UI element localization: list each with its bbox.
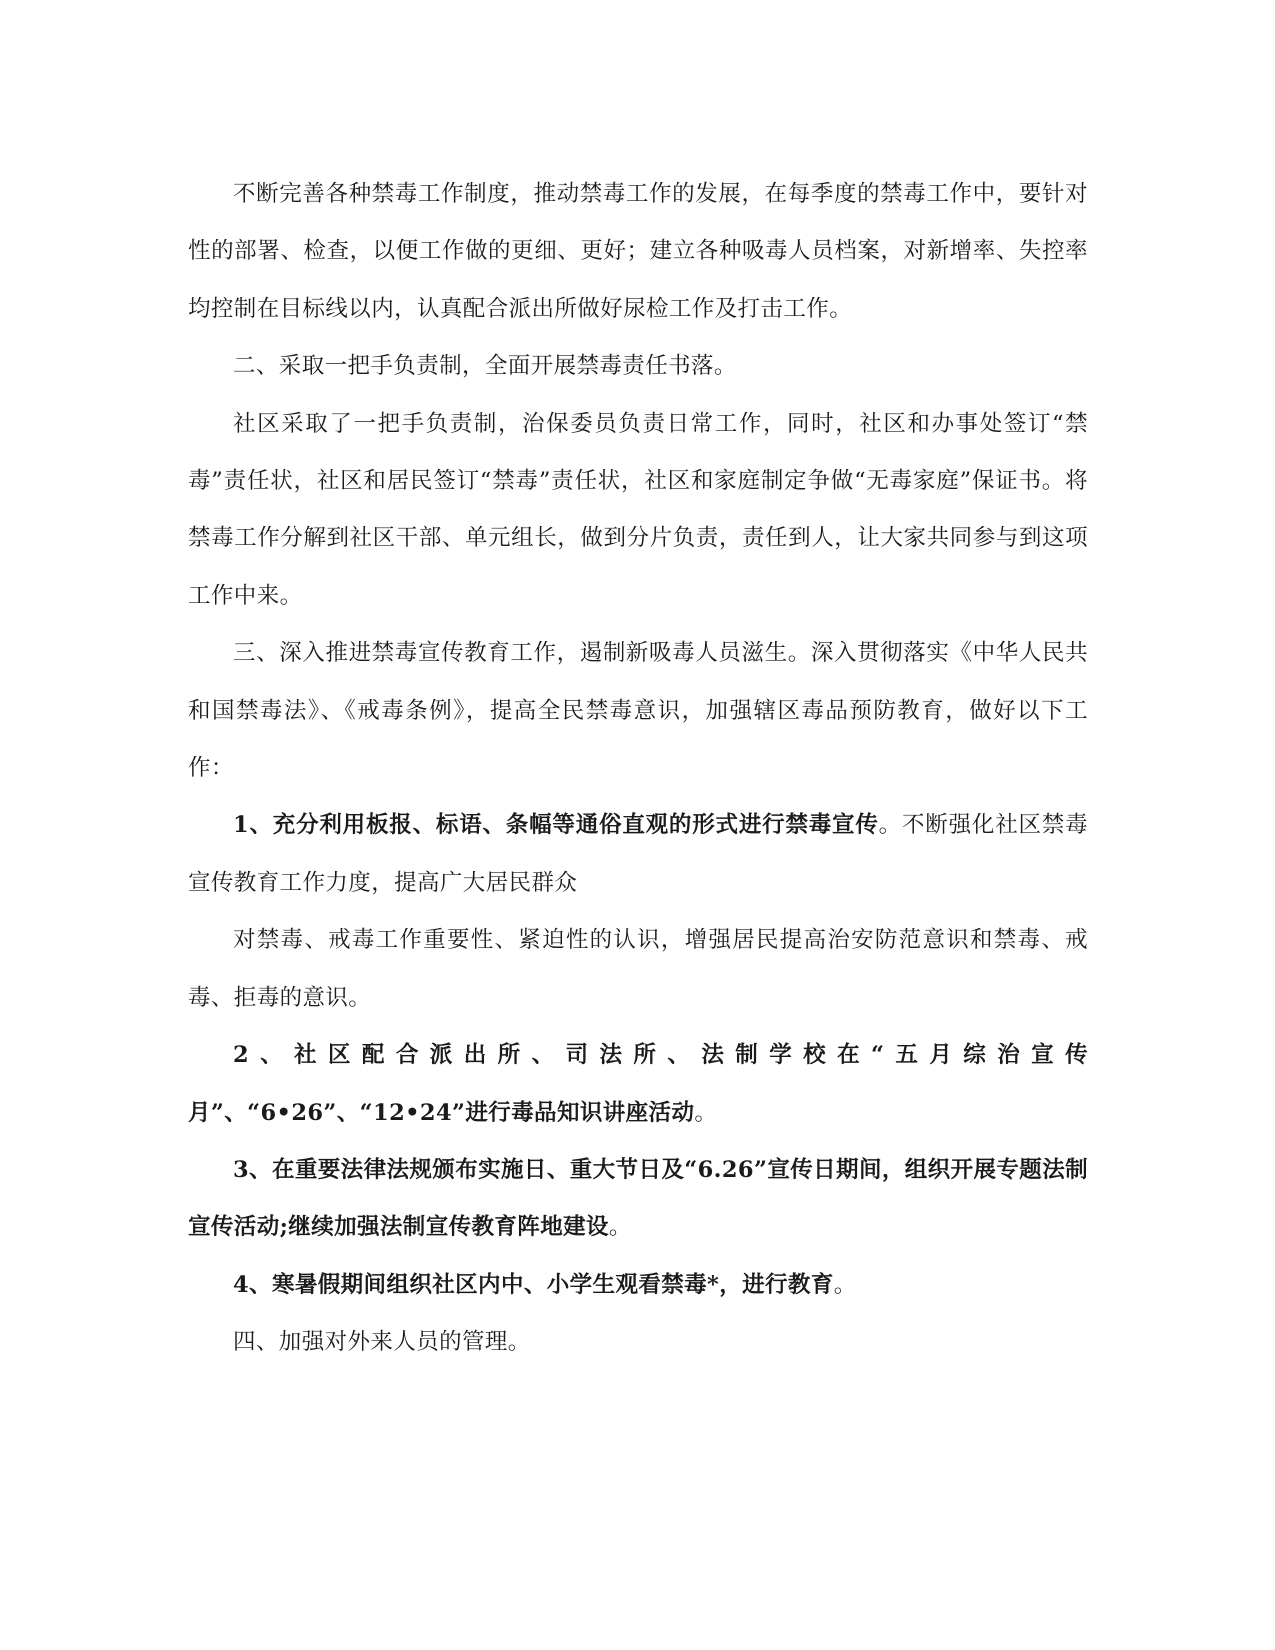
list-item-text: 。: [694, 1099, 718, 1126]
list-item-2: [188, 1027, 1088, 1142]
paragraph-awareness: [188, 912, 1088, 1027]
list-item-text: 。: [608, 1214, 632, 1241]
document-body: [188, 166, 1088, 1372]
paragraph-responsibility-detail: [188, 396, 1088, 626]
paragraph-text: 社区采取了一把手负责制，治保委员负责日常工作，同时，社区和办事处签订“禁毒”责任状，社区和居民签订“禁毒”责任状，社区和家庭制定争做“无毒家庭”保证书。将禁毒工作分解到社区干部、单元组长，做到分片负责，责任到人，让大家共同参与到这项工作中来。: [188, 410, 1088, 609]
section-heading-migrants: [188, 1314, 1088, 1371]
list-item-bold-text: 2、社区配合派出所、司法所、法制学校在“五月综治宣传月”、“6•26”、“12•24”进行毒品知识讲座活动: [188, 1042, 1088, 1126]
section-heading-text: 二、采取一把手负责制，全面开展禁毒责任书落。: [233, 353, 737, 380]
list-item-bold-text: 4、寒暑假期间组织社区内中、小学生观看禁毒*，进行教育: [233, 1271, 834, 1298]
section-heading-responsibility: [188, 338, 1088, 395]
list-item-bold-text: 1、充分利用板报、标语、条幅等通俗直观的形式进行禁毒宣传: [233, 812, 879, 839]
list-item-3: [188, 1142, 1088, 1257]
section-heading-text: 三、深入推进禁毒宣传教育工作，遏制新吸毒人员滋生。深入贯彻落实《中华人民共和国禁毒法》、《戒毒条例》，提高全民禁毒意识，加强辖区毒品预防教育，做好以下工作：: [188, 640, 1088, 782]
list-item-text: 。不断强化社区禁毒宣传教育工作力度，提高广大居民群众: [188, 812, 1089, 896]
list-item-bold-text: 3、在重要法律法规颁布实施日、重大节日及“6.26”宣传日期间，组织开展专题法制宣传活动;继续加强法制宣传教育阵地建设: [188, 1156, 1088, 1241]
section-heading-text: 四、加强对外来人员的管理。: [233, 1329, 531, 1356]
paragraph-text: 对禁毒、戒毒工作重要性、紧迫性的认识，增强居民提高治安防范意识和禁毒、戒毒、拒毒的意识。: [188, 927, 1088, 1011]
list-item-1: [188, 797, 1088, 912]
section-heading-education: [188, 625, 1088, 797]
list-item-4: [188, 1257, 1088, 1314]
paragraph-text: 不断完善各种禁毒工作制度，推动禁毒工作的发展，在每季度的禁毒工作中，要针对性的部署、检查，以便工作做的更细、更好；建立各种吸毒人员档案，对新增率、失控率均控制在目标线以内，认真配合派出所做好尿检工作及打击工作。: [188, 181, 1088, 322]
paragraph-system-improvement: [188, 166, 1088, 338]
list-item-text: 。: [833, 1271, 857, 1298]
